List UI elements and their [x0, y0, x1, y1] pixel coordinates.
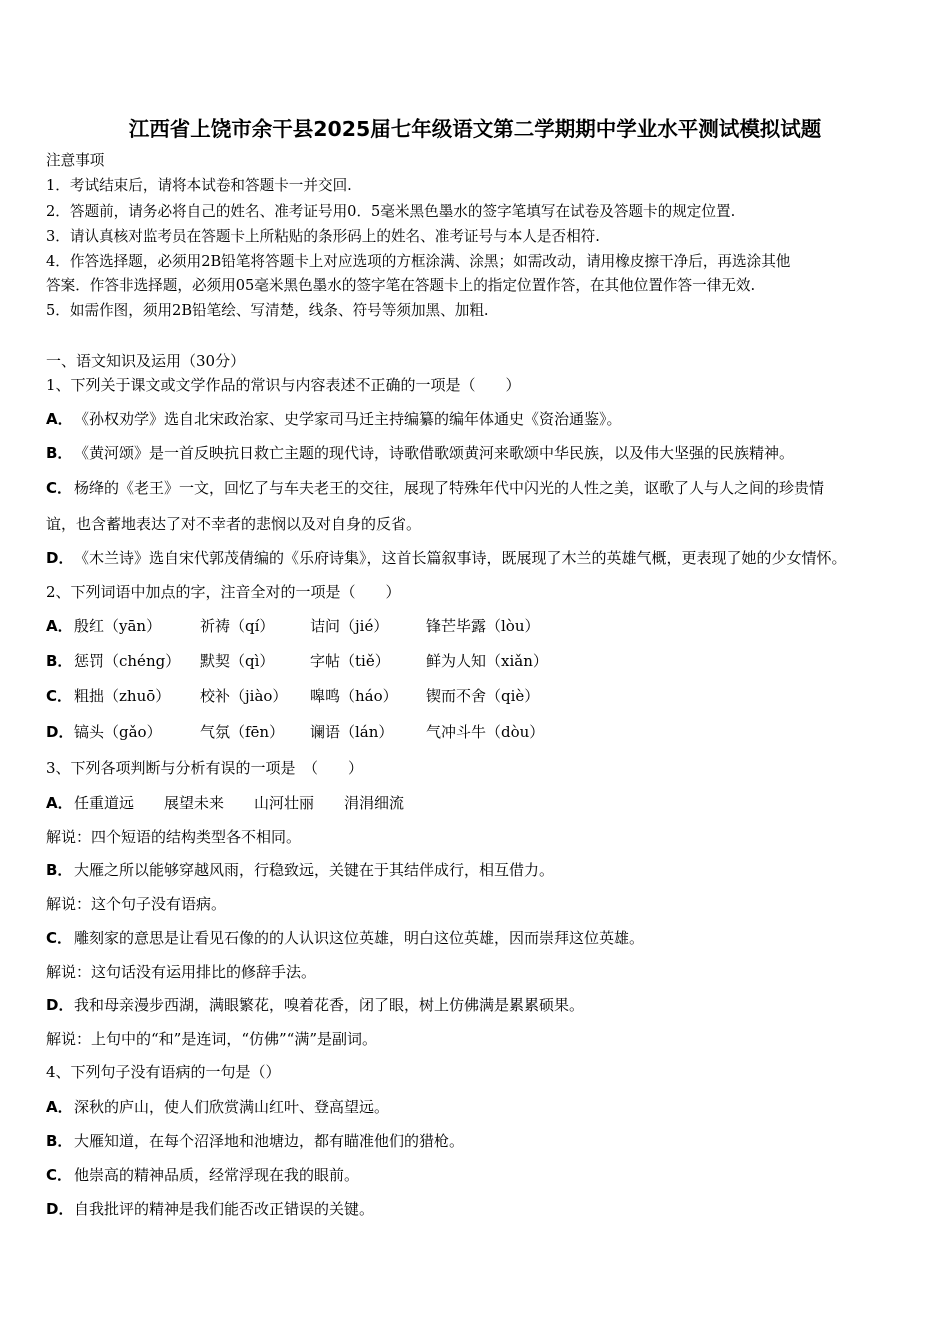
option-label: A． — [46, 1098, 73, 1116]
word-item: 气氛（fēn） — [200, 723, 285, 741]
word-item: 谰语（lán） — [310, 723, 394, 741]
q3-option-b — [46, 860, 554, 880]
word-item: 粗拙（zhuō） — [74, 687, 171, 705]
word-item: 诘问（jié） — [310, 617, 389, 635]
q1-option-d — [46, 548, 847, 568]
word-item: 锲而不舍（qiè） — [426, 687, 540, 705]
word-item: 惩罚（chéng） — [74, 652, 181, 670]
notice-item: 2．答题前，请务必将自己的姓名、准考证号用0．5毫米黑色墨水的签字笔填写在试卷及答题卡的规定位置. — [46, 203, 736, 220]
option-label: A． — [46, 794, 73, 812]
exam-title: 江西省上饶市余干县2025届七年级语文第二学期期中学业水平测试模拟试题 — [128, 117, 822, 141]
section-heading: 一、语文知识及运用（30分） — [46, 352, 246, 370]
word-item: 殷红（yān） — [74, 617, 162, 635]
option-label: C． — [46, 929, 73, 947]
option-text: 任重道远 展望未来 山河壮丽 涓涓细流 — [74, 794, 405, 812]
option-label: C． — [46, 687, 73, 705]
q2-option-c — [46, 686, 539, 706]
q2-option-b — [46, 651, 548, 671]
notice-item: 3．请认真核对监考员在答题卡上所粘贴的条形码上的姓名、准考证号与本人是否相符. — [46, 228, 600, 245]
option-label: A． — [46, 617, 73, 635]
q1-option-c-cont: 谊，也含蓄地表达了对不幸者的悲悯以及对自身的反省。 — [46, 515, 422, 533]
q4-option-c — [46, 1165, 359, 1185]
q1-option-c — [46, 478, 824, 498]
option-label: D． — [46, 996, 74, 1014]
word-item: 鲜为人知（xiǎn） — [426, 652, 548, 670]
q3-option-c — [46, 928, 644, 948]
word-item: 镐头（gǎo） — [74, 723, 162, 741]
q4-option-b — [46, 1131, 464, 1151]
option-label: C． — [46, 1166, 73, 1184]
question-1-stem: 1、下列关于课文或文学作品的常识与内容表述不正确的一项是（ ） — [46, 376, 521, 394]
option-label: D． — [46, 549, 74, 567]
option-label: B． — [46, 861, 73, 879]
option-label: B． — [46, 652, 73, 670]
q3-explanation: 解说：四个短语的结构类型各不相同。 — [46, 828, 302, 846]
option-label: B． — [46, 444, 73, 462]
option-text: 他崇高的精神品质，经常浮现在我的眼前。 — [74, 1166, 360, 1184]
q1-option-a — [46, 409, 622, 429]
q2-option-d — [46, 722, 544, 742]
word-item: 字帖（tiě） — [310, 652, 390, 670]
option-text: 《孙权劝学》选自北宋政治家、史学家司马迁主持编纂的编年体通史《资治通鉴》。 — [74, 410, 622, 428]
notice-item: 4．作答选择题，必须用2B铅笔将答题卡上对应选项的方框涂满、涂黑；如需改动，请用橡皮擦干净后，再选涂其他 — [46, 253, 791, 270]
question-4-stem: 4、下列句子没有语病的一句是（） — [46, 1063, 281, 1081]
option-text: 大雁知道，在每个沼泽地和池塘边，都有瞄准他们的猎枪。 — [74, 1132, 465, 1150]
option-text: 深秋的庐山，使人们欣赏满山红叶、登高望远。 — [74, 1098, 390, 1116]
question-3-stem: 3、下列各项判断与分析有误的一项是 （ ） — [46, 759, 364, 777]
q3-explanation: 解说：这个句子没有语病。 — [46, 895, 227, 913]
q4-option-d — [46, 1199, 374, 1219]
option-text: 《木兰诗》选自宋代郭茂倩编的《乐府诗集》，这首长篇叙事诗，既展现了木兰的英雄气概，更表现了她的少女情怀。 — [74, 549, 847, 567]
word-item: 默契（qì） — [200, 652, 275, 670]
option-label: D． — [46, 1200, 74, 1218]
option-label: D． — [46, 723, 74, 741]
option-label: A． — [46, 410, 73, 428]
word-item: 气冲斗牛（dòu） — [426, 723, 545, 741]
q3-explanation: 解说：这句话没有运用排比的修辞手法。 — [46, 963, 317, 981]
q3-option-d — [46, 995, 584, 1015]
option-label: C． — [46, 479, 73, 497]
option-text: 《黄河颂》是一首反映抗日救亡主题的现代诗，诗歌借歌颂黄河来歌颂中华民族，以及伟大坚强的民族精神。 — [74, 444, 795, 462]
notice-item: 1．考试结束后，请将本试卷和答题卡一并交回. — [46, 177, 352, 194]
word-item: 祈祷（qí） — [200, 617, 275, 635]
option-text: 杨绛的《老王》一文，回忆了与车夫老王的交往，展现了特殊年代中闪光的人性之美，讴歌了人与人之间的珍贵情 — [74, 479, 825, 497]
option-text: 雕刻家的意思是让看见石像的的人认识这位英雄，明白这位英雄，因而崇拜这位英雄。 — [74, 929, 645, 947]
notice-item: 5．如需作图，须用2B铅笔绘、写清楚，线条、符号等须加黑、加粗. — [46, 302, 489, 319]
option-text: 大雁之所以能够穿越风雨，行稳致远，关键在于其结伴成行，相互借力。 — [74, 861, 555, 879]
word-item: 锋芒毕露（lòu） — [426, 617, 540, 635]
option-text: 我和母亲漫步西湖，满眼繁花，嗅着花香，闭了眼，树上仿佛满是累累硕果。 — [74, 996, 585, 1014]
word-item: 嗥鸣（háo） — [310, 687, 398, 705]
q1-option-b — [46, 443, 794, 463]
notice-heading: 注意事项 — [46, 152, 105, 169]
option-text: 自我批评的精神是我们能否改正错误的关键。 — [74, 1200, 375, 1218]
notice-item: 答案．作答非选择题，必须用05毫米黑色墨水的签字笔在答题卡上的指定位置作答，在其他位置作答一律无效. — [46, 277, 756, 294]
question-2-stem: 2、下列词语中加点的字，注音全对的一项是（ ） — [46, 583, 401, 601]
q3-explanation: 解说：上句中的“和”是连词，“仿佛”“满”是副词。 — [46, 1030, 378, 1048]
q4-option-a — [46, 1097, 389, 1117]
q2-option-a — [46, 616, 540, 636]
option-label: B． — [46, 1132, 73, 1150]
word-item: 校补（jiào） — [200, 687, 288, 705]
q3-option-a — [46, 793, 404, 813]
